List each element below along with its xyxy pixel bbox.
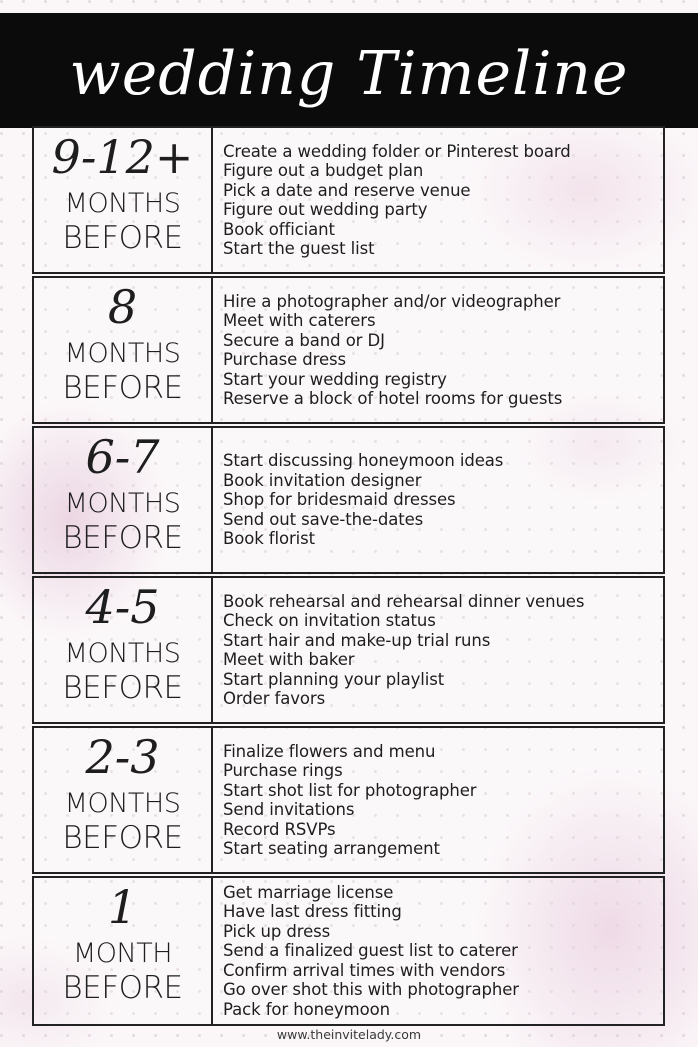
task-item: Figure out a budget plan [223, 161, 424, 180]
task-item: Start discussing honeymoon ideas [223, 451, 504, 471]
task-item: Check on invitation status [223, 611, 436, 630]
timeline-section-4-5-months [32, 576, 665, 724]
task-item: Send a finalized guest list to caterer [223, 941, 518, 961]
task-item: Start planning your playlist [223, 669, 445, 689]
task-list [213, 128, 663, 272]
task-item: Start your wedding registry [223, 369, 447, 389]
task-item: Book florist [223, 529, 316, 549]
task-item: Have last dress fitting [223, 902, 402, 922]
timeframe-before: BEFORE [62, 370, 183, 406]
task-item: Record RSVPs [223, 819, 336, 839]
task-item: Meet with caterers [223, 311, 376, 330]
task-item: Secure a band or DJ [223, 330, 385, 350]
task-list [213, 728, 663, 872]
timeframe-before: BEFORE [62, 970, 183, 1006]
task-item: Meet with baker [223, 650, 355, 669]
timeframe-before: BEFORE [62, 220, 183, 256]
task-item: Purchase rings [223, 761, 343, 780]
task-item: Order favors [223, 689, 326, 708]
timeframe-number: 4-5 [85, 580, 160, 634]
timeline-section-1-month [32, 876, 665, 1026]
website-credit: www.theinvitelady.com [276, 1027, 422, 1042]
task-item: Start the guest list [223, 239, 375, 258]
timeframe-cell [34, 128, 213, 272]
task-list [213, 428, 663, 572]
task-item: Pick up dress [223, 921, 331, 941]
task-item: Send out save-the-dates [223, 509, 424, 529]
task-item: Hire a photographer and/or videographer [223, 291, 561, 311]
timeframe-unit: MONTHS [64, 788, 181, 819]
task-item: Pick a date and reserve venue [223, 180, 471, 200]
task-item: Finalize flowers and menu [223, 741, 436, 761]
task-item: Go over shot this with photographer [223, 980, 519, 1000]
timeframe-before: BEFORE [62, 820, 183, 856]
task-item: Start shot list for photographer [223, 780, 477, 800]
timeframe-before: BEFORE [62, 520, 183, 556]
timeframe-unit: MONTHS [64, 488, 181, 519]
timeframe-unit: MONTHS [64, 338, 181, 369]
timeframe-before: BEFORE [62, 670, 183, 706]
page-title: wedding Timeline [69, 38, 629, 109]
timeframe-cell [34, 428, 213, 572]
task-item: Book officiant [223, 219, 335, 239]
task-item: Create a wedding folder or Pinterest board [223, 141, 571, 161]
task-item: Reserve a block of hotel rooms for guests [223, 389, 563, 408]
timeframe-number: 1 [107, 880, 138, 934]
task-list [213, 878, 663, 1024]
task-item: Confirm arrival times with vendors [223, 960, 506, 980]
timeframe-number: 6-7 [85, 430, 160, 484]
task-item: Send invitations [223, 800, 355, 819]
task-item: Figure out wedding party [223, 200, 428, 219]
timeline-section-2-3-months [32, 726, 665, 874]
task-item: Get marriage license [223, 882, 394, 902]
timeframe-unit: MONTHS [64, 638, 181, 669]
task-item: Pack for honeymoon [223, 999, 390, 1019]
timeline-section-9-12-months [32, 126, 665, 274]
timeframe-cell [34, 278, 213, 422]
task-item: Purchase dress [223, 350, 347, 369]
timeframe-number: 9-12+ [51, 130, 194, 184]
timeframe-number: 2-3 [85, 730, 160, 784]
title-banner [0, 13, 698, 128]
timeframe-number: 8 [107, 280, 138, 334]
timeframe-unit: MONTH [72, 938, 173, 969]
timeframe-cell [34, 878, 213, 1024]
task-list [213, 278, 663, 422]
timeline-section-8-months [32, 276, 665, 424]
task-item: Shop for bridesmaid dresses [223, 490, 456, 510]
task-item: Start seating arrangement [223, 839, 440, 858]
timeframe-unit: MONTHS [64, 188, 181, 219]
task-item: Book invitation designer [223, 470, 422, 490]
task-item: Start hair and make-up trial runs [223, 630, 491, 650]
timeframe-cell [34, 578, 213, 722]
timeline-section-6-7-months [32, 426, 665, 574]
task-list [213, 578, 663, 722]
timeframe-cell [34, 728, 213, 872]
task-item: Book rehearsal and rehearsal dinner venues [223, 591, 585, 611]
